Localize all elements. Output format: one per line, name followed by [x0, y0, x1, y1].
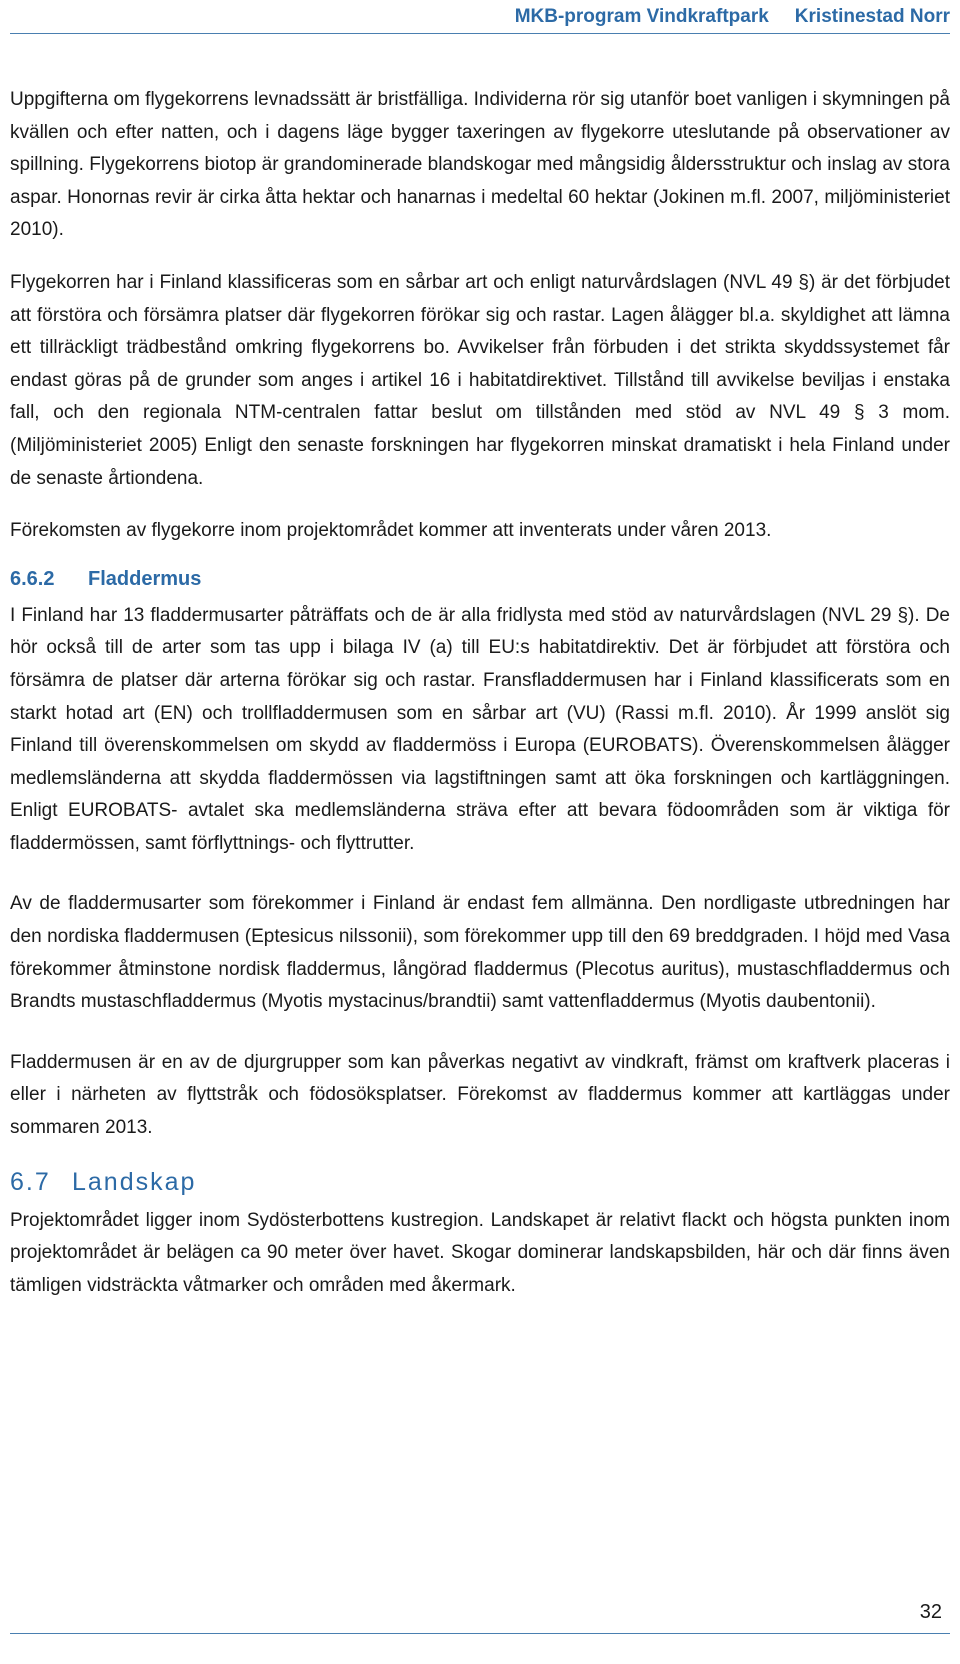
- section-number: 6.7: [10, 1167, 51, 1196]
- paragraph-flygekorre-inventory: Förekomsten av flygekorre inom projektområdet kommer att inventerats under våren 2013.: [10, 520, 772, 542]
- page-header: [10, 0, 950, 34]
- paragraph-flygekorre-protection: Flygekorren har i Finland klassificeras som en sårbar art och enligt naturvårdslagen (NVL 49 §) är det förbjudet att förstöra och försämra platser där flygekorren förökar sig och rastar. Lagen ålägger bl.a. skyldighet att lämna ett tillräckligt trädbestånd omkring flygekorrens bo. Avvikelser från förbuden i det strikta skyddssystemet får endast göras på de grunder som anges i artikel 16 i habitatdirektivet. Tillstånd till avvikelse beviljas i enstaka fall, och den regionala NTM-centralen fattar beslut om tillstånden med stöd av NVL 49 § 3 mom. (Miljöministeriet 2005) Enligt den senaste forskningen har flygekorren minskat dramatiskt i hela Finland under de senaste årtiondena.: [10, 271, 950, 489]
- page-number: 32: [919, 1601, 942, 1623]
- paragraph-flygekorre-habits: Uppgifterna om flygekorrens levnadssätt är bristfälliga. Individerna rör sig utanför boet vanligen i skymningen på kvällen och efter natten, och i dagens läge bygger taxeringen av flygekorre uteslutande på observationer av spillning. Flygekorrens biotop är grandominerade blandskogar med mångsidig åldersstruktur och inslag av stora aspar. Honornas revir är cirka åtta hektar och hanarnas i medeltal 60 hektar (Jokinen m.fl. 2007, miljöministeriet 2010).: [10, 89, 950, 241]
- section-title: Landskap: [72, 1167, 197, 1196]
- header-program-title: MKB-program Vindkraftpark: [514, 6, 769, 27]
- section-title: Fladdermus: [88, 567, 202, 590]
- header-location-title: Kristinestad Norr: [794, 6, 950, 27]
- paragraph-fladdermus-protection: I Finland har 13 fladdermusarter påträffats och de är alla fridlysta med stöd av naturvårdslagen (NVL 29 §). De hör också till de arter som tas upp i bilaga IV (a) till EU:s habitatdirektiv. Det är förbjudet att förstöra och försämra de platser där arterna förökar sig och rastar. Fransfladdermusen har i Finland klassificerats som en starkt hotad art (EN) och trollfladdermusen som en sårbar art (VU) (Rassi m.fl. 2010). År 1999 anslöt sig Finland till överenskommelsen om skydd av fladdermöss i Europa (EUROBATS). Överenskommelsen ålägger medlemsländerna att skydda fladdermössen via lagstiftningen samt att öka forskningen och kartläggningen. Enligt EUROBATS- avtalet ska medlemsländerna sträva efter att bevara födoområden som är viktiga för fladdermössen, samt förflyttnings- och flyttrutter.: [10, 604, 950, 854]
- paragraph-landskap: Projektområdet ligger inom Sydösterbottens kustregion. Landskapet är relativt flackt och högsta punkten inom projektområdet är belägen ca 90 meter över havet. Skogar dominerar landskapsbilden, här och där finns även tämligen vidsträckta våtmarker och områden med åkermark.: [10, 1209, 950, 1296]
- paragraph-fladdermus-windpower: Fladdermusen är en av de djurgrupper som kan påverkas negativt av vindkraft, främst om kraftverk placeras i eller i närheten av flyttstråk och födosöksplatser. Förekomst av fladdermus kommer att kartläggas under sommaren 2013.: [10, 1051, 950, 1139]
- document-body: [10, 84, 950, 1302]
- paragraph-fladdermus-species: Av de fladdermusarter som förekommer i Finland är endast fem allmänna. Den nordligaste utbredningen har den nordiska fladdermusen (Eptesicus nilssonii), som förekommer upp till den 69 breddgraden. I höjd med Vasa förekommer åtminstone nordisk fladdermus, långörad fladdermus (Plecotus auritus), mustaschfladdermus och Brandts mustaschfladdermus (Myotis mystacinus/brandtii) samt vattenfladdermus (Myotis daubentonii).: [10, 893, 950, 1013]
- section-heading-landskap: [10, 1165, 950, 1199]
- section-number: 6.6.2: [10, 567, 55, 590]
- page-footer-rule: [10, 1633, 950, 1664]
- section-heading-fladdermus: [10, 564, 950, 594]
